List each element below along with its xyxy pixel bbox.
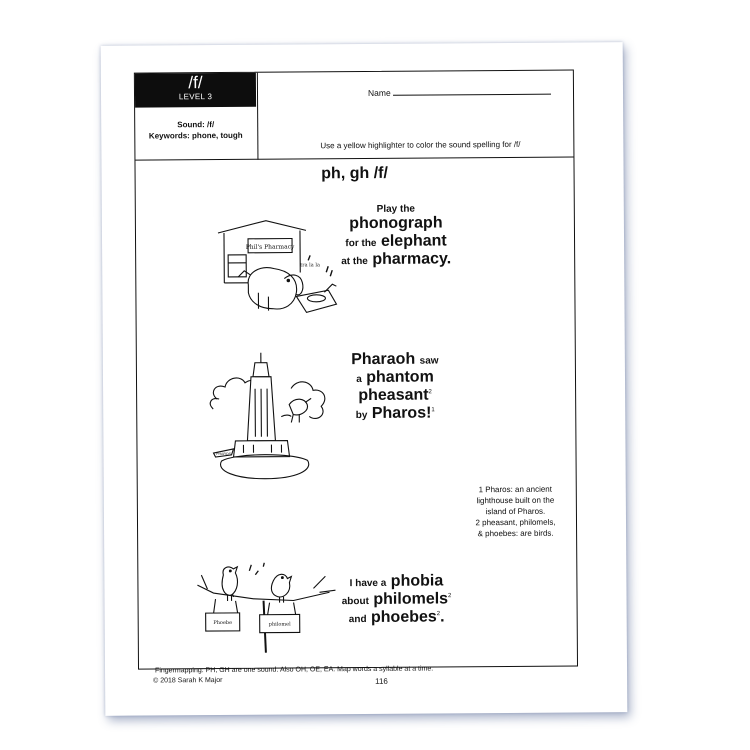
bird1-tag-text: Phoebe xyxy=(213,619,233,627)
sound-line: Sound: /f/ xyxy=(177,120,215,130)
fingermapping-note: Fingermapping: PH, GH are one sound. Also OH, OE, EA. Map words a syllable at a time. xyxy=(155,665,434,675)
page-title: ph, gh /f/ xyxy=(321,164,388,183)
page-number: 116 xyxy=(375,676,388,686)
verse2-line2-small: a xyxy=(356,373,362,385)
name-field[interactable] xyxy=(368,86,551,98)
verse1-line2: phonograph xyxy=(349,214,443,233)
footnote-line: lighthouse built on the xyxy=(476,495,555,506)
sound-symbol: /f/ xyxy=(188,73,203,93)
name-label: Name xyxy=(367,87,391,98)
verse1-line1: Play the xyxy=(376,203,416,215)
verse2-line4-small: by xyxy=(355,409,368,421)
verse3-line1-small: I have a xyxy=(349,577,387,590)
footnotes xyxy=(468,484,563,540)
keywords-line: Keywords: phone, tough xyxy=(148,130,243,141)
verse2-line4-sup: 1 xyxy=(431,406,435,413)
name-underline[interactable] xyxy=(393,86,551,96)
verse3-line3-sup: 2 xyxy=(436,610,441,617)
keywords-block xyxy=(135,119,256,142)
copyright-text: © 2018 Sarah K Major xyxy=(153,676,223,685)
verse-pharaoh xyxy=(335,350,455,422)
sound-info-cell xyxy=(135,73,259,161)
instruction-text: Use a yellow highlighter to color the sound spelling for /f/ xyxy=(320,139,521,151)
worksheet-page xyxy=(101,42,628,716)
verse3-line3-large: phoebes xyxy=(370,608,437,626)
verse1-line4-large: pharmacy. xyxy=(372,250,452,268)
verse2-line1-small: saw xyxy=(419,355,439,367)
sound-label-box xyxy=(135,73,256,108)
verse-phobia xyxy=(338,572,454,627)
footnote-line: 2 pheasant, philomels, xyxy=(475,517,556,528)
birds-illustration xyxy=(193,562,342,663)
verse2-line1-large: Pharaoh xyxy=(351,350,416,369)
footnote-line: 1 Pharos: an ancient xyxy=(478,484,552,495)
verse2-line3-large: pheasant xyxy=(358,386,429,404)
verse3-line3-end: . xyxy=(440,608,445,626)
verse3-line2-large: philomels xyxy=(373,590,449,608)
verse-phonograph xyxy=(331,203,461,269)
worksheet-frame xyxy=(134,70,578,670)
verse3-line3-small: and xyxy=(348,613,367,625)
verse3-line2-sup: 2 xyxy=(447,592,452,599)
verse2-line3-sup: 2 xyxy=(428,389,432,396)
pharmacy-sign-text: Phil's Pharmacy xyxy=(245,243,295,251)
verse1-line3-large: elephant xyxy=(380,232,447,250)
footnote-line: island of Pharos. xyxy=(485,506,546,517)
verse3-line1-large: phobia xyxy=(390,572,444,590)
name-cell xyxy=(258,71,574,160)
lighthouse-pheasant-illustration xyxy=(205,348,336,489)
footnote-line: & phoebes: are birds. xyxy=(477,528,554,539)
level-label: LEVEL 3 xyxy=(178,92,213,102)
verse2-line2-large: phantom xyxy=(366,368,434,386)
boat-label: PHAROS xyxy=(216,451,231,457)
verse2-line4-large: Pharos! xyxy=(371,404,432,422)
verse1-line3-small: for the xyxy=(345,238,377,250)
verse3-line2-small: about xyxy=(341,595,369,608)
bird2-tag-text: philomel xyxy=(268,621,291,628)
tralala-text: tra la la xyxy=(300,262,320,269)
elephant-pharmacy-illustration xyxy=(188,212,339,323)
verse1-line4-small: at the xyxy=(341,255,368,268)
